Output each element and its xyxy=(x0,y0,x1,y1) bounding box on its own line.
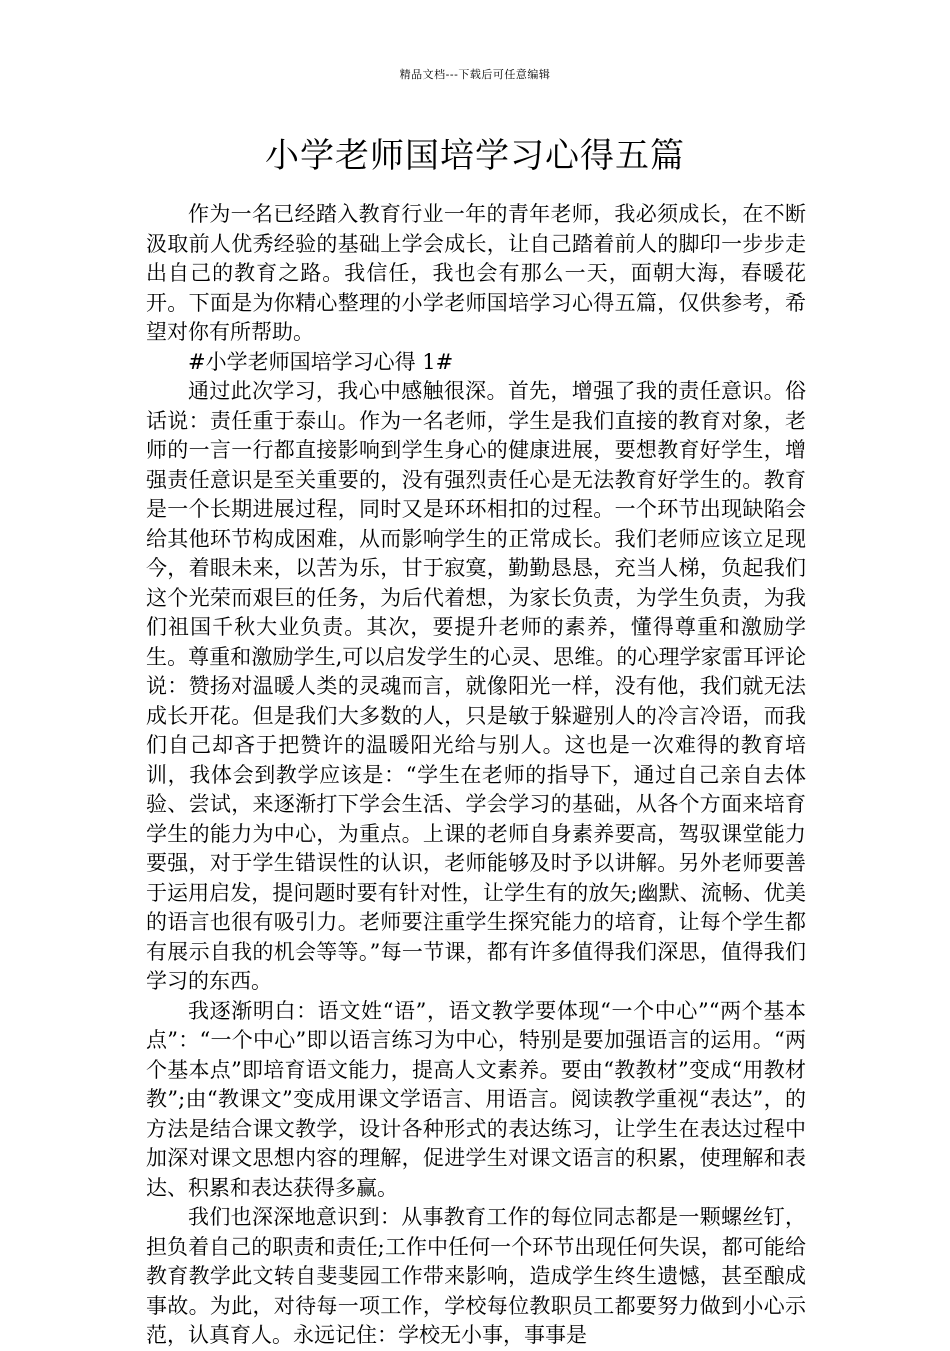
paragraph-intro: 作为一名已经踏入教育行业一年的青年老师，我必须成长，在不断汲取前人优秀经验的基础上学会成长，让自己踏着前人的脚印一步步走出自己的教育之路。我信任，我也会有那么一天，面朝大海，春暖花开。下面是为你精心整理的小学老师国培学习心得五篇，仅供参考，希望对你有所帮助。 xyxy=(146,202,806,344)
header-note: 精品文档---下载后可任意编辑 xyxy=(399,68,551,81)
paragraph-chinese-teaching: 我逐渐明白：语文姓“语”，语文教学要体现“一个中心”“两个基本点”：“一个中心”即以语言练习为中心，特别是要加强语言的运用。“两个基本点”即培育语文能力，提高人文素养。要由“教教材”变成“用教材教”;由“教课文”变成用课文学语言、用语言。阅读教学重视“表达”，的方法是结合课文教学，设计各种形式的表达练习，让学生在表达过程中加深对课文思想内容的理解，促进学生对课文语言的积累，使理解和表达、积累和表达获得多赢。 xyxy=(146,998,806,1200)
section-heading: #小学老师国培学习心得 1# xyxy=(188,349,454,374)
document-title: 小学老师国培学习心得五篇 xyxy=(265,136,685,176)
paragraph-responsibility: 通过此次学习，我心中感触很深。首先，增强了我的责任意识。俗话说：责任重于泰山。作为一名老师，学生是我们直接的教育对象，老师的一言一行都直接影响到学生身心的健康进展，要想教育好学生，增强责任意识是至关重要的，没有强烈责任心是无法教育好学生的。教育是一个长期进展过程，同时又是环环相扣的过程。一个环节出现缺陷会给其他环节构成困难，从而影响学生的正常成长。我们老师应该立足现今，着眼未来，以苦为乐，甘于寂寞，勤勤恳恳，充当人梯，负起我们这个光荣而艰巨的任务，为后代着想，为家长负责，为学生负责，为我们祖国千秋大业负责。其次，要提升老师的素养，懂得尊重和激励学生。尊重和激励学生,可以启发学生的心灵、思维。的心理学家雷耳评论说：赞扬对温暖人类的灵魂而言，就像阳光一样，没有他，我们就无法成长开花。但是我们大多数的人，只是敏于躲避别人的冷言冷语，而我们自己却吝于把赞许的温暖阳光给与别人。这也是一次难得的教育培训，我体会到教学应该是：“学生在老师的指导下，通过自己亲自去体验、尝试，来逐渐打下学会生活、学会学习的基础，从各个方面来培育学生的能力为中心，为重点。上课的老师自身素养要高，驾驭课堂能力要强，对于学生错误性的认识，老师能够及时予以讲解。另外老师要善于运用启发，提问题时要有针对性，让学生有的放矢;幽默、流畅、优美的语言也很有吸引力。老师要注重学生探究能力的培育，让每个学生都有展示自我的机会等等。”每一节课，都有许多值得我们深思，值得我们学习的东西。 xyxy=(146,379,806,993)
document-body xyxy=(146,200,806,1351)
paragraph-duty: 我们也深深地意识到：从事教育工作的每位同志都是一颗螺丝钉，担负着自己的职责和责任;工作中任何一个环节出现任何失误，都可能给教育教学此文转自斐斐园工作带来影响，造成学生终生遗憾，甚至酿成事故。为此，对待每一项工作，学校每位教职员工都要努力做到小心示范，认真育人。永远记住：学校无小事，事事是 xyxy=(146,1205,806,1347)
